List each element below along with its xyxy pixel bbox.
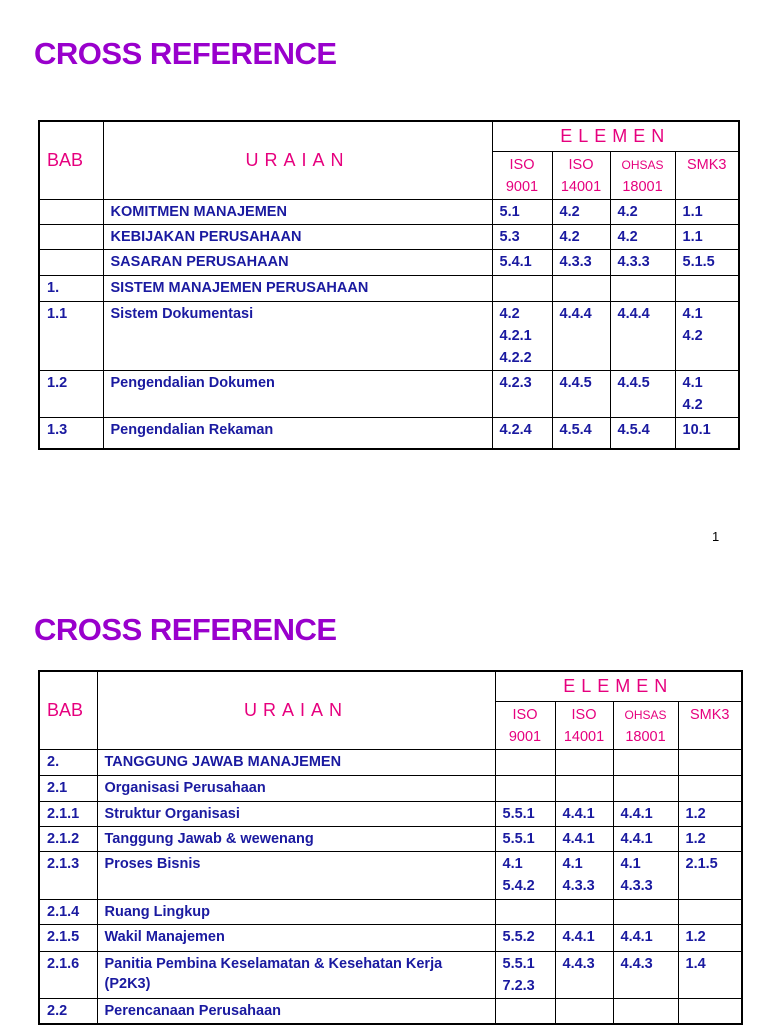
standard-name: ISO <box>509 156 535 173</box>
uraian-value: Proses Bisnis <box>104 855 201 872</box>
uraian-value: Ruang Lingkup <box>104 903 211 920</box>
clause-value: 4.4.1 <box>620 805 653 822</box>
standard-header <box>495 701 555 749</box>
uraian-cell <box>97 775 495 801</box>
cross-reference-table <box>38 670 743 1025</box>
bab-header: BAB <box>39 121 103 199</box>
bab-value: 2.2 <box>47 1002 68 1019</box>
clause-value: 4.3.3 <box>617 253 650 270</box>
standard-header <box>678 701 742 749</box>
uraian-cell <box>97 951 495 998</box>
uraian-value: KEBIJAKAN PERUSAHAAN <box>110 228 302 245</box>
bab-cell <box>39 224 103 249</box>
uraian-value: Organisasi Perusahaan <box>104 779 266 796</box>
clause-value: 4.1 <box>562 855 583 872</box>
standard-header <box>552 151 610 199</box>
standard-header <box>555 701 613 749</box>
clause-value: 4.4.3 <box>562 955 595 972</box>
standard-number: 9001 <box>508 728 542 745</box>
clause-value: 4.3.3 <box>620 877 653 894</box>
bab-value: 2.1.5 <box>47 928 80 945</box>
iso9001-cell <box>495 749 555 775</box>
smk3-cell <box>675 224 739 249</box>
standard-header <box>492 151 552 199</box>
clause-value: 1.4 <box>685 955 706 972</box>
bab-value: 2.1.4 <box>47 903 80 920</box>
uraian-cell <box>103 370 492 417</box>
uraian-cell <box>103 224 492 249</box>
bab-cell <box>39 826 97 851</box>
cross-reference-table <box>38 120 740 450</box>
ohsas-cell <box>610 199 675 224</box>
bab-value: 2.1.2 <box>47 830 80 847</box>
clause-value: 4.2 <box>499 305 520 322</box>
uraian-value: Panitia Pembina Keselamatan & Kesehatan Kerja (P2K3) <box>104 955 443 992</box>
uraian-value: SISTEM MANAJEMEN PERUSAHAAN <box>110 279 369 296</box>
uraian-cell <box>97 851 495 899</box>
bab-value: 1.3 <box>47 421 68 438</box>
iso9001-cell <box>492 199 552 224</box>
smk3-cell <box>678 826 742 851</box>
iso14001-cell <box>555 851 613 899</box>
smk3-cell <box>678 899 742 924</box>
bab-cell <box>39 199 103 224</box>
uraian-header: URAIAN <box>97 671 495 749</box>
clause-value: 4.4.1 <box>562 928 595 945</box>
iso9001-cell <box>492 224 552 249</box>
iso9001-cell <box>495 924 555 951</box>
standard-header <box>675 151 739 199</box>
bab-value: 1. <box>47 279 60 296</box>
ohsas-cell <box>610 301 675 370</box>
iso14001-cell <box>552 249 610 275</box>
clause-value: 4.4.4 <box>617 305 650 322</box>
clause-value: 5.5.1 <box>502 830 535 847</box>
clause-value: 1.2 <box>685 928 706 945</box>
standard-name: SMK3 <box>687 156 727 173</box>
ohsas-cell <box>613 826 678 851</box>
clause-value: 4.2 <box>682 396 703 413</box>
clause-value: 4.4.4 <box>559 305 592 322</box>
standard-name: ISO <box>568 156 594 173</box>
clause-value: 5.3 <box>499 228 520 245</box>
iso9001-cell <box>492 417 552 449</box>
table-row <box>39 826 742 851</box>
bab-value: 2.1.3 <box>47 855 80 872</box>
standard-number: 14001 <box>560 178 602 195</box>
table-row <box>39 899 742 924</box>
clause-value: 4.1 <box>620 855 641 872</box>
uraian-cell <box>97 826 495 851</box>
ohsas-cell <box>613 924 678 951</box>
bab-cell <box>39 249 103 275</box>
clause-value: 4.2 <box>559 203 580 220</box>
standard-number: 18001 <box>625 728 666 745</box>
iso9001-cell <box>495 801 555 826</box>
smk3-cell <box>675 199 739 224</box>
uraian-value: Sistem Dokumentasi <box>110 305 254 322</box>
clause-value: 4.2 <box>617 228 638 245</box>
clause-value: 4.4.1 <box>562 805 595 822</box>
bab-cell <box>39 275 103 301</box>
uraian-cell <box>97 749 495 775</box>
iso9001-cell <box>495 826 555 851</box>
clause-value: 5.5.1 <box>502 955 535 972</box>
bab-value: 2.1 <box>47 779 68 796</box>
clause-value: 4.2.1 <box>499 327 532 344</box>
iso14001-cell <box>555 924 613 951</box>
uraian-cell <box>103 417 492 449</box>
uraian-cell <box>97 801 495 826</box>
uraian-cell <box>97 924 495 951</box>
uraian-value: Pengendalian Rekaman <box>110 421 274 438</box>
clause-value: 4.5.4 <box>559 421 592 438</box>
clause-value: 5.5.1 <box>502 805 535 822</box>
table-row <box>39 924 742 951</box>
smk3-cell <box>675 370 739 417</box>
uraian-value: SASARAN PERUSAHAAN <box>110 253 289 270</box>
standard-header <box>613 701 678 749</box>
clause-value: 4.2.2 <box>499 349 532 366</box>
table-row <box>39 249 739 275</box>
bab-cell <box>39 899 97 924</box>
clause-value: 4.1 <box>682 374 703 391</box>
bab-cell <box>39 775 97 801</box>
iso14001-cell <box>555 749 613 775</box>
iso14001-cell <box>555 826 613 851</box>
iso14001-cell <box>555 801 613 826</box>
clause-value: 7.2.3 <box>502 977 535 994</box>
ohsas-cell <box>610 249 675 275</box>
standard-name: OHSAS <box>621 157 664 172</box>
iso9001-cell <box>492 275 552 301</box>
smk3-cell <box>678 749 742 775</box>
uraian-cell <box>97 998 495 1024</box>
clause-value: 1.1 <box>682 203 703 220</box>
page-title: CROSS REFERENCE <box>34 36 337 71</box>
clause-value: 4.4.1 <box>620 830 653 847</box>
clause-value: 5.5.2 <box>502 928 535 945</box>
iso9001-cell <box>492 370 552 417</box>
uraian-value: Tanggung Jawab & wewenang <box>104 830 314 847</box>
bab-cell <box>39 301 103 370</box>
table-row <box>39 370 739 417</box>
standard-number: 9001 <box>505 178 539 195</box>
clause-value: 4.2.3 <box>499 374 532 391</box>
iso14001-cell <box>555 775 613 801</box>
smk3-cell <box>675 417 739 449</box>
smk3-cell <box>678 924 742 951</box>
ohsas-cell <box>613 951 678 998</box>
clause-value: 4.2 <box>559 228 580 245</box>
table-row <box>39 998 742 1024</box>
uraian-cell <box>103 301 492 370</box>
clause-value: 5.4.2 <box>502 877 535 894</box>
bab-cell <box>39 851 97 899</box>
standard-name: SMK3 <box>690 706 730 723</box>
clause-value: 5.1 <box>499 203 520 220</box>
smk3-cell <box>678 951 742 998</box>
table-row <box>39 275 739 301</box>
uraian-value: Wakil Manajemen <box>104 928 225 945</box>
uraian-cell <box>103 199 492 224</box>
bab-value: 2. <box>47 753 60 770</box>
uraian-value: Perencanaan Perusahaan <box>104 1002 282 1019</box>
ohsas-cell <box>613 851 678 899</box>
ohsas-cell <box>610 370 675 417</box>
smk3-cell <box>675 249 739 275</box>
clause-value: 5.4.1 <box>499 253 532 270</box>
iso14001-cell <box>552 301 610 370</box>
ohsas-cell <box>610 275 675 301</box>
clause-value: 4.4.1 <box>620 928 653 945</box>
bab-cell <box>39 370 103 417</box>
standard-number: 14001 <box>563 728 605 745</box>
smk3-cell <box>678 998 742 1024</box>
clause-value: 4.1 <box>682 305 703 322</box>
standard-header <box>610 151 675 199</box>
clause-value: 4.4.3 <box>620 955 653 972</box>
iso9001-cell <box>492 249 552 275</box>
ohsas-cell <box>613 775 678 801</box>
uraian-cell <box>103 275 492 301</box>
bab-cell <box>39 417 103 449</box>
header-row <box>39 671 742 701</box>
standard-name: OHSAS <box>624 707 667 722</box>
iso14001-cell <box>552 224 610 249</box>
table-row <box>39 224 739 249</box>
elemen-header: ELEMEN <box>495 671 742 701</box>
standard-name: ISO <box>512 706 538 723</box>
iso14001-cell <box>555 998 613 1024</box>
header-row <box>39 121 739 151</box>
standard-number: 18001 <box>622 178 663 195</box>
iso9001-cell <box>495 775 555 801</box>
table-row <box>39 801 742 826</box>
clause-value: 1.2 <box>685 805 706 822</box>
iso14001-cell <box>552 370 610 417</box>
bab-cell <box>39 801 97 826</box>
clause-value: 4.4.5 <box>559 374 592 391</box>
uraian-value: KOMITMEN MANAJEMEN <box>110 203 287 220</box>
table-row <box>39 301 739 370</box>
table-row <box>39 199 739 224</box>
clause-value: 2.1.5 <box>685 855 718 872</box>
ohsas-cell <box>613 749 678 775</box>
iso14001-cell <box>555 899 613 924</box>
iso9001-cell <box>492 301 552 370</box>
page-title: CROSS REFERENCE <box>34 612 337 647</box>
uraian-cell <box>103 249 492 275</box>
clause-value: 4.5.4 <box>617 421 650 438</box>
smk3-cell <box>678 851 742 899</box>
clause-value: 4.4.1 <box>562 830 595 847</box>
iso14001-cell <box>552 417 610 449</box>
iso9001-cell <box>495 851 555 899</box>
clause-value: 4.2 <box>617 203 638 220</box>
iso14001-cell <box>552 199 610 224</box>
bab-cell <box>39 951 97 998</box>
clause-value: 4.3.3 <box>562 877 595 894</box>
smk3-cell <box>678 801 742 826</box>
bab-cell <box>39 998 97 1024</box>
clause-value: 1.1 <box>682 228 703 245</box>
ohsas-cell <box>613 899 678 924</box>
clause-value: 5.1.5 <box>682 253 715 270</box>
bab-header: BAB <box>39 671 97 749</box>
bab-value: 2.1.1 <box>47 805 80 822</box>
standard-name: ISO <box>571 706 597 723</box>
clause-value: 4.1 <box>502 855 523 872</box>
table-row <box>39 417 739 449</box>
uraian-value: Pengendalian Dokumen <box>110 374 275 391</box>
elemen-header: ELEMEN <box>492 121 739 151</box>
bab-value: 2.1.6 <box>47 955 80 972</box>
ohsas-cell <box>610 224 675 249</box>
page-number: 1 <box>712 529 720 544</box>
clause-value: 4.2.4 <box>499 421 532 438</box>
uraian-header: URAIAN <box>103 121 492 199</box>
table-row <box>39 775 742 801</box>
ohsas-cell <box>613 801 678 826</box>
clause-value: 1.2 <box>685 830 706 847</box>
table-row <box>39 951 742 998</box>
clause-value: 10.1 <box>682 421 711 438</box>
smk3-cell <box>678 775 742 801</box>
iso14001-cell <box>555 951 613 998</box>
ohsas-cell <box>613 998 678 1024</box>
iso9001-cell <box>495 899 555 924</box>
smk3-cell <box>675 301 739 370</box>
uraian-value: TANGGUNG JAWAB MANAJEMEN <box>104 753 342 770</box>
iso9001-cell <box>495 998 555 1024</box>
bab-value: 1.2 <box>47 374 68 391</box>
clause-value: 4.2 <box>682 327 703 344</box>
bab-cell <box>39 924 97 951</box>
bab-cell <box>39 749 97 775</box>
clause-value: 4.4.5 <box>617 374 650 391</box>
clause-value: 4.3.3 <box>559 253 592 270</box>
bab-value: 1.1 <box>47 305 68 322</box>
smk3-cell <box>675 275 739 301</box>
ohsas-cell <box>610 417 675 449</box>
uraian-cell <box>97 899 495 924</box>
table-row <box>39 749 742 775</box>
iso14001-cell <box>552 275 610 301</box>
uraian-value: Struktur Organisasi <box>104 805 240 822</box>
iso9001-cell <box>495 951 555 998</box>
table-row <box>39 851 742 899</box>
